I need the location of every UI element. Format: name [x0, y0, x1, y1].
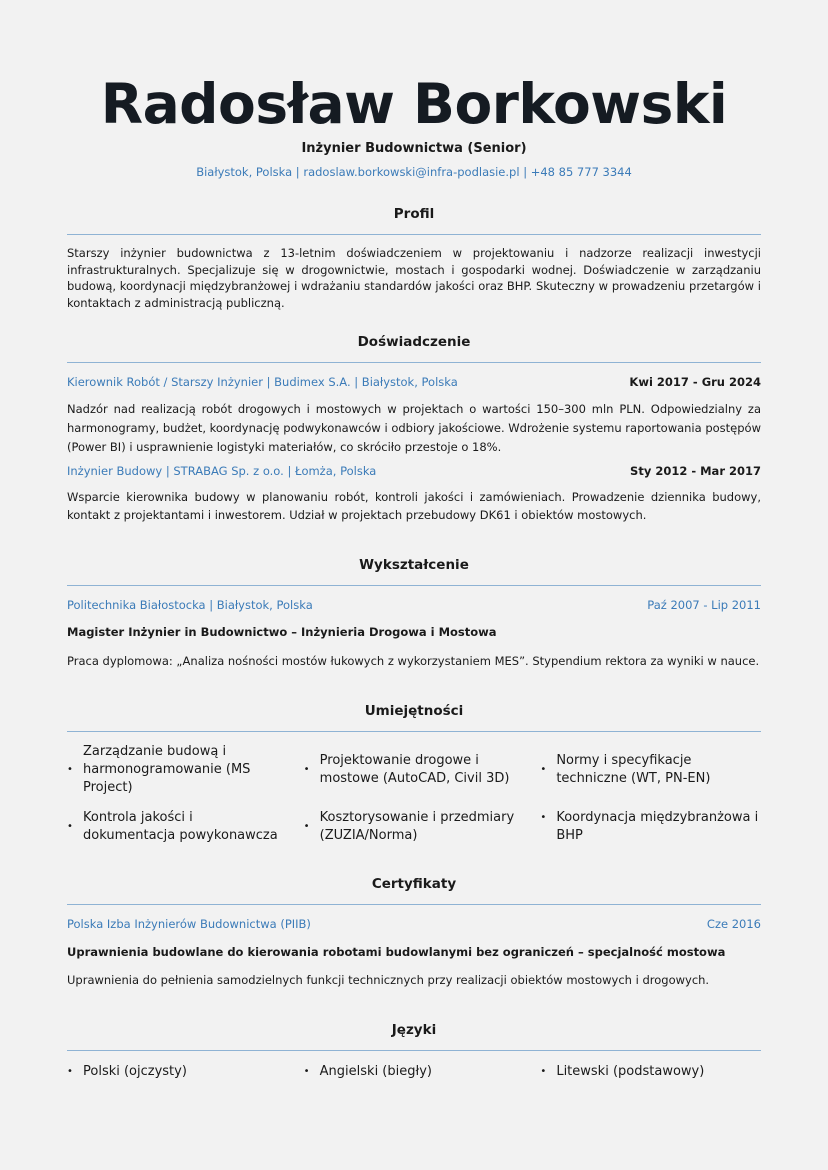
bullet-icon: •	[303, 764, 310, 775]
job-entry	[67, 374, 761, 457]
section-divider	[67, 234, 761, 235]
bullet-icon: •	[540, 764, 547, 775]
bullet-icon: •	[303, 821, 310, 832]
contact-line: Białystok, Polska | radoslaw.borkowski@infra-podlasie.pl | +48 85 777 3344	[196, 165, 632, 179]
section-divider	[67, 362, 761, 363]
job-entry	[67, 463, 761, 524]
certificate-name: Uprawnienia budowlane do kierowania robotami budowlanymi bez ograniczeń – specjalność mostowa	[67, 945, 726, 959]
section-heading-experience: Doświadczenie	[357, 334, 471, 350]
language-item: • Angielski (biegły)	[303, 1064, 432, 1079]
job-title: Inżynier Budownictwa (Senior)	[301, 141, 527, 156]
bullet-icon: •	[67, 821, 73, 832]
skill-item: • Projektowanie drogowe i mostowe (AutoCAD, Civil 3D)	[303, 753, 510, 786]
section-heading-profile: Profil	[393, 206, 435, 222]
certificate-description: Uprawnienia do pełnienia samodzielnych funkcji technicznych przy realizacji obiektów mostowych i drogowych.	[67, 973, 710, 987]
bullet-icon: •	[540, 1066, 547, 1077]
degree: Magister Inżynier in Budownictwo – Inżynieria Drogowa i Mostowa	[67, 625, 497, 639]
certificate-issuer: Polska Izba Inżynierów Budownictwa (PIIB)	[67, 917, 311, 931]
bullet-icon: •	[540, 812, 547, 823]
skill-item: • Zarządzanie budową i harmonogramowanie (MS Project)	[67, 744, 251, 795]
section-heading-languages: Języki	[391, 1022, 437, 1038]
job-description: Nadzór nad realizacją robót drogowych i mostowych w projektach o wartości 150–300 mln PLN. Odpowiedzialny za harmonogramy, budżet, koordynację podwykonawców i odbiory jakościowe. Wdrożenie systemu raportowania postępów (Power BI) i usprawnienie logistyki materiałów, co skróciło przestoje o 18%.	[67, 402, 761, 454]
bullet-icon: •	[67, 764, 73, 775]
section-heading-education: Wykształcenie	[359, 557, 469, 573]
section-divider	[67, 904, 761, 905]
skill-item: • Normy i specyfikacje techniczne (WT, PN-EN)	[540, 753, 711, 786]
candidate-name: Radosław Borkowski	[100, 72, 728, 136]
certificates-section	[67, 876, 761, 989]
school-name: Politechnika Białostocka | Białystok, Polska	[67, 598, 313, 612]
bullet-icon: •	[303, 1066, 310, 1077]
skill-item: • Koordynacja międzybranżowa i BHP	[540, 810, 759, 843]
bullet-icon: •	[67, 1066, 73, 1077]
language-item: • Litewski (podstawowy)	[540, 1064, 705, 1079]
section-divider	[67, 731, 761, 732]
education-dates: Paź 2007 - Lip 2011	[647, 598, 761, 612]
profile-section	[67, 206, 761, 311]
language-item: • Polski (ojczysty)	[67, 1064, 187, 1079]
languages-list	[67, 1063, 761, 1081]
job-role: Inżynier Budowy | STRABAG Sp. z o.o. | Łomża, Polska	[67, 464, 377, 478]
certificate-date: Cze 2016	[706, 917, 761, 931]
experience-section	[67, 334, 761, 524]
skill-item: • Kontrola jakości i dokumentacja powykonawcza	[67, 810, 278, 843]
section-heading-certificates: Certyfikaty	[371, 876, 457, 892]
skill-item: • Kosztorysowanie i przedmiary (ZUZIA/Norma)	[303, 810, 515, 843]
section-divider	[67, 1050, 761, 1051]
job-role: Kierownik Robót / Starszy Inżynier | Budimex S.A. | Białystok, Polska	[67, 375, 458, 389]
section-divider	[67, 585, 761, 586]
skills-list	[67, 743, 761, 845]
education-details: Praca dyplomowa: „Analiza nośności mostów łukowych z wykorzystaniem MES”. Stypendium rektora za wyniki w nauce.	[67, 654, 760, 668]
profile-summary: Starszy inżynier budownictwa z 13-letnim doświadczeniem w projektowaniu i nadzorze realizacji inwestycji infrastrukturalnych. Specjalizuje się w drogownictwie, mostach i gospodarki wodnej. Doświadczenie w zarządzaniu budową, koordynacji międzybranżowej i wdrażaniu standardów jakości oraz BHP. Skuteczny w prowadzeniu przetargów i kontaktach z administracją publiczną.	[67, 246, 761, 310]
languages-section	[67, 1022, 761, 1081]
education-section	[67, 557, 761, 670]
job-dates: Kwi 2017 - Gru 2024	[629, 375, 761, 389]
section-heading-skills: Umiejętności	[364, 703, 464, 719]
skills-section	[67, 703, 761, 845]
job-description: Wsparcie kierownika budowy w planowaniu robót, kontroli jakości i zamówieniach. Prowadzenie dziennika budowy, kontakt z projektantami i inwestorem. Udział w projektach przebudowy DK61 i obiektów mostowych.	[67, 490, 761, 522]
job-dates: Sty 2012 - Mar 2017	[630, 464, 761, 478]
